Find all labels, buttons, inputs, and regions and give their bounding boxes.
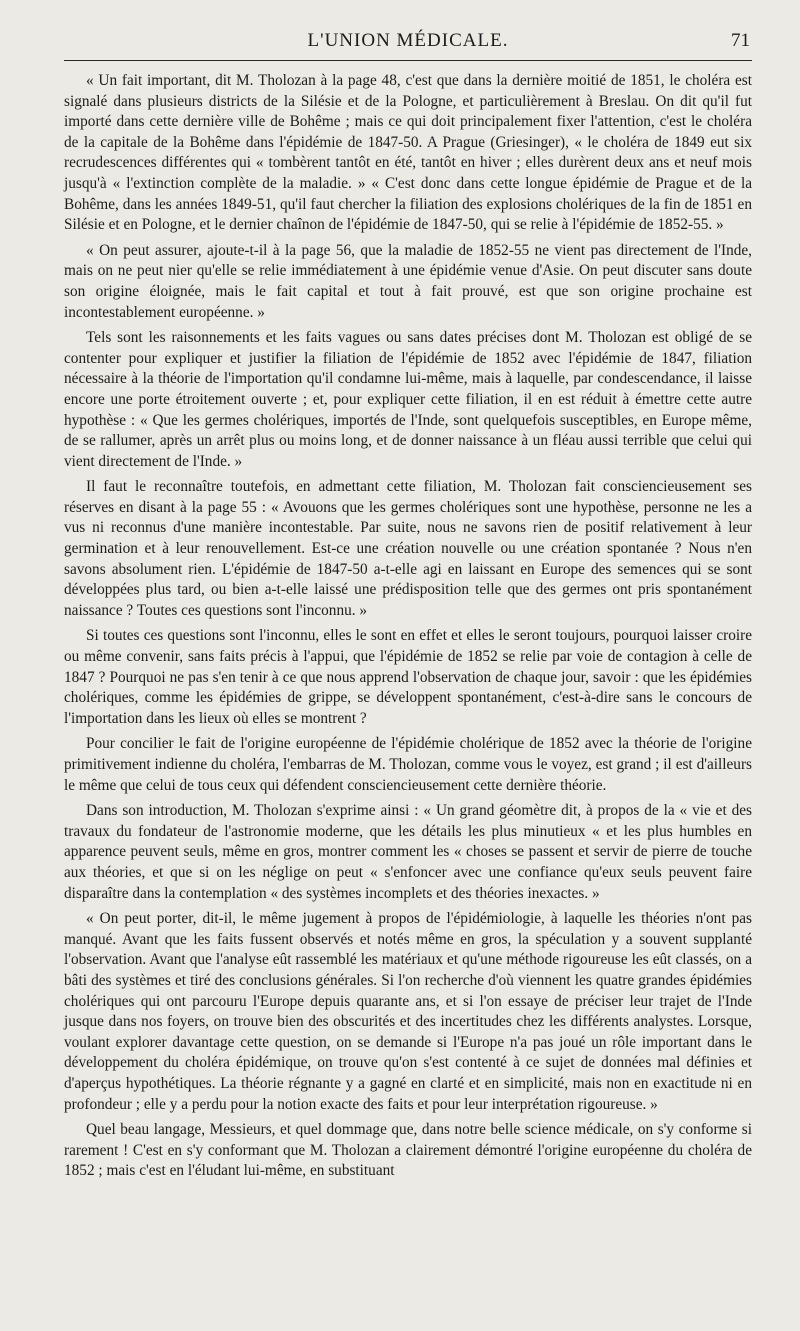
journal-title: L'UNION MÉDICALE. (307, 30, 509, 51)
article-body (64, 71, 752, 1182)
paragraph: « On peut assurer, ajoute-t-il à la page 56, que la maladie de 1852-55 ne vient pas directement de l'Inde, mais on ne peut nier qu'elle se relie immédiatement à une épidémie venue d'Asie. On peut discuter sans doute son origine éloignée, mais le fait capital et tout à fait prouvé, est que son origine prochaine est incontestablement européenne. » (64, 241, 752, 321)
paragraph: Il faut le reconnaître toutefois, en admettant cette filiation, M. Tholozan fait consciencieusement ses réserves en disant à la page 55 : « Avouons que les germes cholériques sont une hypothèse, personne ne les a vus ni reconnus d'une manière incontestable. Par suite, nous ne savons rien de positif relativement à leur germination et à leur renouvellement. Est-ce une création nouvelle ou une création spontanée ? Nous n'en savons absolument rien. L'épidémie de 1847-50 a-t-elle agi en laissant en Europe des semences qui se sont développées plus tard, ou bien a-t-elle laissé une prédisposition telle que des germes ont pris spontanément naissance ? Toutes ces questions sont l'inconnu. » (64, 478, 752, 619)
paragraph: Pour concilier le fait de l'origine européenne de l'épidémie cholérique de 1852 avec la théorie de l'origine primitivement indienne du choléra, l'embarras de M. Tholozan, comme vous le voyez, est grand ; il est d'ailleurs le même que celui de tous ceux qui défendent consciencieusement cette dernière théorie. (64, 735, 752, 794)
running-header (64, 26, 752, 61)
paragraph: « Un fait important, dit M. Tholozan à la page 48, c'est que dans la dernière moitié de 1851, le choléra est signalé dans plusieurs districts de la Silésie et de la Pologne, et particulièrement à Breslau. On dit qu'il fut importé dans cette dernière ville de Bohême ; mais ce qui doit principalement fixer l'attention, c'est le choléra de la capitale de la Bohême dans l'épidémie de 1847-50. A Prague (Griesinger), « le choléra de 1849 eut six recrudescences différentes qui « tombèrent tantôt en été, tantôt en hiver ; elles durèrent deux ans et neuf mois jusqu'à « l'extinction complète de la maladie. » « C'est donc dans cette longue épidémie de Prague et de la Bohême, dans les années 1849-51, qu'il faut chercher la filiation des explosions cholériques de la fin de 1851 en Silésie et en Pologne, et le dernier chaînon de l'épidémie de 1847-50, qui se relie à l'épidémie de 1852-55. » (64, 72, 752, 234)
paragraph: « On peut porter, dit-il, le même jugement à propos de l'épidémiologie, à laquelle les théories n'ont pas manqué. Avant que les faits fussent observés et notés même en gros, la spéculation y a souvent supplanté l'observation. Avant que l'analyse eût rassemblé les matériaux et qu'une méthode rigoureuse les eût classés, on a bâti des systèmes et tiré des conclusions générales. Si l'on recherche d'où viennent les quatre grandes épidémies cholériques qui ont parcouru l'Europe depuis quarante ans, et si l'on essaye de préciser leur trajet de l'Inde jusque dans nos foyers, on trouve bien des obscurités et des incertitudes chez les différents analystes. Lorsque, voulant explorer davantage cette question, on se demande si l'Europe n'a pas joué un rôle important dans le développement du choléra épidémique, on trouve qu'on s'est contenté à ce sujet de données mal définies et d'aperçus hypothétiques. La théorie régnante y a gagné en clarté et en simplicité, mais non en exactitude ni en profondeur ; elle y a perdu pour la notion exacte des faits et pour leur interprétation rigoureuse. » (64, 910, 752, 1113)
page-number: 71 (731, 30, 750, 51)
paragraph: Si toutes ces questions sont l'inconnu, elles le sont en effet et elles le seront toujours, pourquoi laisser croire ou même convenir, sans faits précis à l'appui, que l'épidémie de 1852 se relie par voie de contagion à celle de 1847 ? Pourquoi ne pas s'en tenir à ce que nous apprend l'observation de chaque jour, savoir : que les épidémies cholériques, comme les épidémies de grippe, se développent spontanément, c'est-à-dire sans le concours de l'importation dans les lieux où elles se montrent ? (64, 627, 752, 727)
paragraph: Tels sont les raisonnements et les faits vagues ou sans dates précises dont M. Tholozan est obligé de se contenter pour expliquer et justifier la filiation de l'épidémie de 1852 avec l'épidémie de 1847, filiation nécessaire à la théorie de l'importation qu'il condamne lui-même, mais à laquelle, par condescendance, il laisse encore une porte étroitement ouverte ; et, pour expliquer cette filiation, il en est réduit à émettre cette autre hypothèse : « Que les germes cholériques, importés de l'Inde, sont quelquefois susceptibles, en Europe même, de se rallumer, après un arrêt plus ou moins long, et de donner naissance à un fléau aussi terrible que celui qui vient directement de l'Inde. » (64, 329, 752, 470)
paragraph: Quel beau langage, Messieurs, et quel dommage que, dans notre belle science médicale, on s'y conforme si rarement ! C'est en s'y conformant que M. Tholozan a clairement démontré l'origine européenne du choléra de 1852 ; mais c'est en l'éludant lui-même, en substituant (64, 1121, 752, 1180)
paragraph: Dans son introduction, M. Tholozan s'exprime ainsi : « Un grand géomètre dit, à propos de la « vie et des travaux du fondateur de l'astronomie moderne, que les détails les plus minutieux « et les plus humbles en apparence peuvent seuls, même en gros, montrer comment les « choses se passent et servir de pierre de touche aux théories, et que si on les néglige on peut « s'enfoncer avec une confiance qu'eux seuls peuvent faire disparaître dans la contemplation « des systèmes incomplets et des théories inexactes. » (64, 802, 752, 902)
